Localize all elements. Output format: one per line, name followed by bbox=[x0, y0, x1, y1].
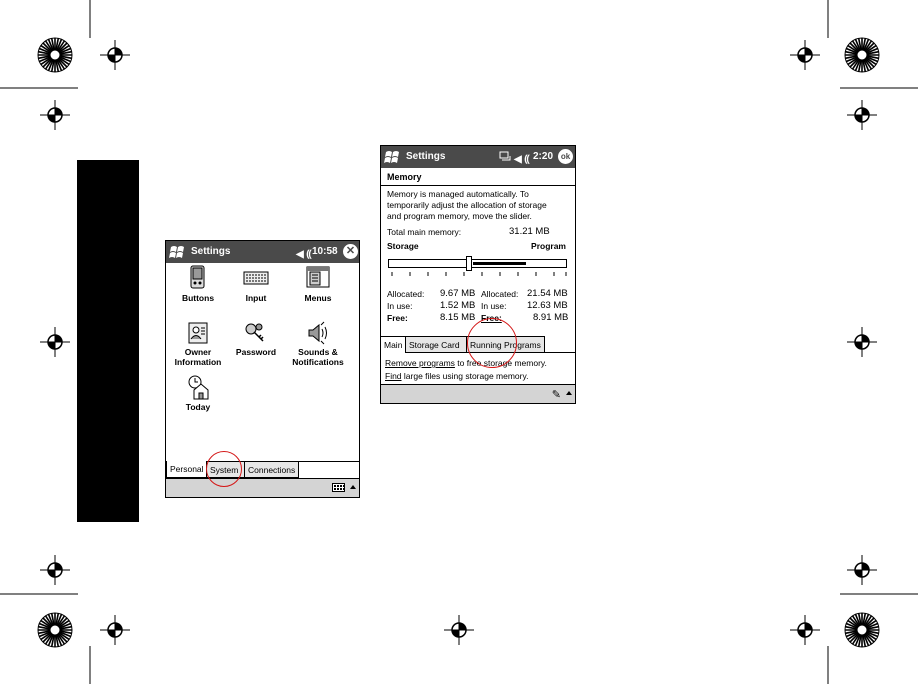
clock[interactable]: 10:58 bbox=[312, 246, 338, 257]
slider-ticks bbox=[388, 271, 570, 277]
command-bar bbox=[381, 384, 575, 403]
settings-personal-screen bbox=[165, 240, 360, 498]
tab-connections[interactable]: Connections bbox=[244, 461, 299, 478]
total-memory-value: 31.21 MB bbox=[509, 226, 550, 237]
buttons-tile[interactable]: Buttons bbox=[166, 265, 230, 303]
storage-free-label: Free: bbox=[387, 313, 408, 323]
owner-info-icon bbox=[186, 321, 210, 345]
keyboard-icon bbox=[243, 265, 269, 291]
tab-main[interactable]: Main bbox=[380, 336, 406, 353]
tab-personal[interactable]: Personal bbox=[166, 461, 207, 478]
remove-programs-link[interactable]: Remove programs bbox=[385, 358, 455, 368]
intro-line-3: and program memory, move the slider. bbox=[387, 211, 532, 221]
clock[interactable]: 2:20 bbox=[533, 151, 554, 162]
program-free-label: Free: bbox=[481, 313, 502, 323]
buttons-icon bbox=[187, 265, 209, 291]
today-tile[interactable]: Today bbox=[166, 374, 230, 412]
storage-in-use-value: 1.52 MB bbox=[440, 300, 476, 311]
tab-running-programs[interactable]: Running Programs bbox=[466, 336, 545, 353]
memory-allocation-slider[interactable] bbox=[388, 259, 567, 268]
input-panel-arrow-icon[interactable] bbox=[350, 485, 356, 489]
system-tab-highlight-circle bbox=[206, 451, 242, 487]
storage-allocated-label: Allocated: bbox=[387, 289, 425, 299]
start-menu-icon[interactable] bbox=[169, 243, 186, 260]
storage-free-value: 8.15 MB bbox=[440, 312, 476, 323]
intro-line-1: Memory is managed automatically. To bbox=[387, 189, 529, 199]
input-tile[interactable]: Input bbox=[224, 265, 288, 303]
ok-button[interactable]: ok bbox=[558, 149, 573, 164]
connectivity-icon[interactable] bbox=[499, 151, 511, 163]
program-label: Program bbox=[531, 241, 566, 251]
find-link[interactable]: Find bbox=[385, 371, 402, 381]
keyboard-icon[interactable] bbox=[332, 483, 345, 492]
command-bar bbox=[166, 478, 359, 497]
pen-input-icon[interactable]: ✎ bbox=[551, 389, 561, 401]
intro-line-2: temporarily adjust the allocation of storage bbox=[387, 200, 547, 210]
tab-system[interactable]: System bbox=[206, 461, 245, 478]
speaker-icon[interactable]: ◀ ⸨ bbox=[514, 154, 530, 165]
program-allocated-value: 21.54 MB bbox=[527, 288, 568, 299]
heading-divider bbox=[381, 185, 575, 186]
program-in-use-value: 12.63 MB bbox=[527, 300, 568, 311]
input-panel-arrow-icon[interactable] bbox=[566, 391, 572, 395]
start-menu-icon[interactable] bbox=[384, 148, 401, 165]
speaker-icon bbox=[305, 321, 331, 345]
program-allocated-label: Allocated: bbox=[481, 289, 519, 299]
settings-tab-strip bbox=[166, 461, 359, 478]
password-tile[interactable]: Password bbox=[224, 321, 288, 357]
find-files-line: Find large files using storage memory. bbox=[385, 371, 529, 381]
slider-track-fill bbox=[473, 262, 526, 265]
sounds-notifications-tile[interactable]: Sounds & Notifications bbox=[286, 321, 350, 367]
running-programs-highlight-circle bbox=[467, 318, 517, 368]
storage-label: Storage bbox=[387, 241, 419, 251]
total-memory-label: Total main memory: bbox=[387, 227, 462, 237]
menus-icon bbox=[305, 265, 331, 291]
speaker-icon[interactable]: ◀ ⸨ bbox=[296, 249, 312, 260]
tab-storage-card[interactable]: Storage Card bbox=[405, 336, 467, 353]
remove-programs-line: Remove programs to free storage memory. bbox=[385, 358, 547, 368]
owner-information-tile[interactable]: Owner Information bbox=[166, 321, 230, 367]
app-title: Settings bbox=[406, 151, 446, 162]
app-title: Settings bbox=[191, 246, 231, 257]
today-icon bbox=[186, 374, 210, 400]
slider-thumb[interactable] bbox=[466, 256, 472, 271]
keys-icon bbox=[243, 321, 269, 345]
program-free-value: 8.91 MB bbox=[533, 312, 569, 323]
title-bar bbox=[381, 146, 575, 168]
menus-tile[interactable]: Menus bbox=[286, 265, 350, 303]
close-button[interactable]: ✕ bbox=[343, 244, 358, 259]
memory-heading: Memory bbox=[387, 172, 422, 182]
program-in-use-label: In use: bbox=[481, 301, 507, 311]
storage-in-use-label: In use: bbox=[387, 301, 413, 311]
title-bar bbox=[166, 241, 359, 263]
memory-settings-screen bbox=[380, 145, 576, 404]
storage-allocated-value: 9.67 MB bbox=[440, 288, 476, 299]
